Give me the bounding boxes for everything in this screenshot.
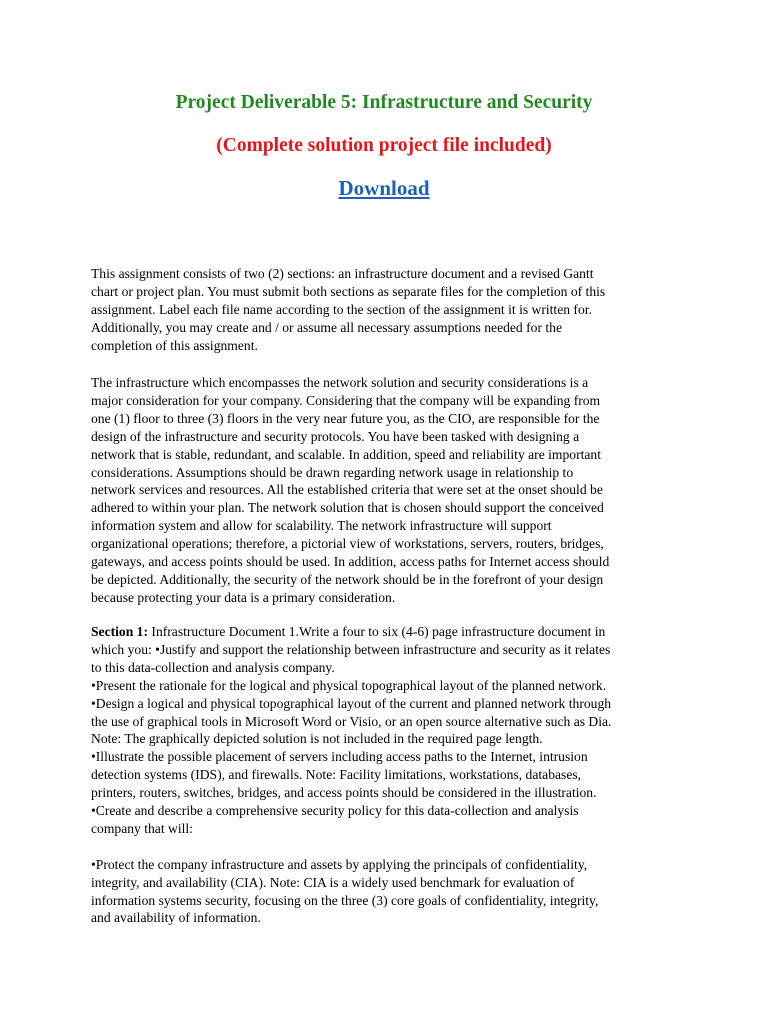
text-line: to this data-collection and analysis company. xyxy=(91,659,335,675)
paragraph-intro xyxy=(91,265,691,355)
text-line: major consideration for your company. Considering that the company will be expanding from xyxy=(91,392,601,408)
text-line: design of the infrastructure and security protocols. You have been tasked with designing a xyxy=(91,428,580,444)
section-1-heading-line xyxy=(91,623,691,641)
text-line: because protecting your data is a primary consideration. xyxy=(91,589,396,605)
text-line: This assignment consists of two (2) sections: an infrastructure document and a revised Gantt xyxy=(91,266,594,281)
text-line: considerations. Assumptions should be drawn regarding network usage in relationship to xyxy=(91,464,574,480)
text-line: completion of this assignment. xyxy=(91,337,258,353)
text-line: printers, routers, switches, bridges, and access points should be considered in the illustration. xyxy=(91,785,597,801)
text-line: The infrastructure which encompasses the network solution and security considerations is a xyxy=(91,375,589,390)
page-title: Project Deliverable 5: Infrastructure and Security xyxy=(175,92,593,113)
text-line: •Create and describe a comprehensive security policy for this data-collection and analysis xyxy=(91,803,579,819)
text-line: organizational operations; therefore, a pictorial view of workstations, servers, routers, bridges, xyxy=(91,536,604,552)
section-1 xyxy=(91,623,691,927)
text-line: and availability of information. xyxy=(91,910,261,926)
text-line: adhered to within your plan. The network solution that is chosen should support the conceived xyxy=(91,500,604,516)
text-line: network services and resources. All the established criteria that were set at the onset should be xyxy=(91,482,603,498)
text-line: gateways, and access points should be used. In addition, access paths for Internet access should xyxy=(91,554,610,570)
text-line: •Protect the company infrastructure and assets by applying the principals of confidentiality, xyxy=(91,856,588,872)
text-line: one (1) floor to three (3) floors in the very near future you, as the CIO, are responsible for the xyxy=(91,410,600,426)
section-1-label: Section 1: xyxy=(91,624,149,639)
text-line: assignment. Label each file name according to the section of the assignment it is written for. xyxy=(91,301,592,317)
text-line: the use of graphical tools in Microsoft Word or Visio, or an open source alternative such as Dia. xyxy=(91,713,612,729)
paragraph-infrastructure xyxy=(91,374,691,607)
text-line: information system and allow for scalability. The network infrastructure will support xyxy=(91,518,552,534)
text-line: chart or project plan. You must submit both sections as separate files for the completion of this xyxy=(91,283,606,299)
text-line: •Illustrate the possible placement of servers including access paths to the Internet, intrusion xyxy=(91,749,588,765)
page-subtitle: (Complete solution project file included) xyxy=(216,135,552,156)
text-line: Additionally, you may create and / or assume all necessary assumptions needed for the xyxy=(91,319,562,335)
paragraph-gap xyxy=(91,838,691,856)
download-link[interactable]: Download xyxy=(338,176,430,200)
text-line: Infrastructure Document 1.Write a four to six (4-6) page infrastructure document in xyxy=(148,624,606,639)
text-line: Note: The graphically depicted solution is not included in the required page length. xyxy=(91,731,543,747)
text-line: detection systems (IDS), and firewalls. Note: Facility limitations, workstations, databases, xyxy=(91,767,582,783)
text-line: integrity, and availability (CIA). Note: CIA is a widely used benchmark for evaluation of xyxy=(91,874,575,890)
text-line: which you: •Justify and support the relationship between infrastructure and security as it relates xyxy=(91,641,611,657)
text-line: information systems security, focusing on the three (3) core goals of confidentiality, integrity, xyxy=(91,892,599,908)
text-line: network that is stable, redundant, and scalable. In addition, speed and reliability are important xyxy=(91,446,601,462)
text-line: •Design a logical and physical topographical layout of the current and planned network through xyxy=(91,695,612,711)
text-line: company that will: xyxy=(91,820,193,836)
text-line: be depicted. Additionally, the security of the network should be in the forefront of your design xyxy=(91,571,604,587)
text-line: •Present the rationale for the logical and physical topographical layout of the planned network. xyxy=(91,677,607,693)
